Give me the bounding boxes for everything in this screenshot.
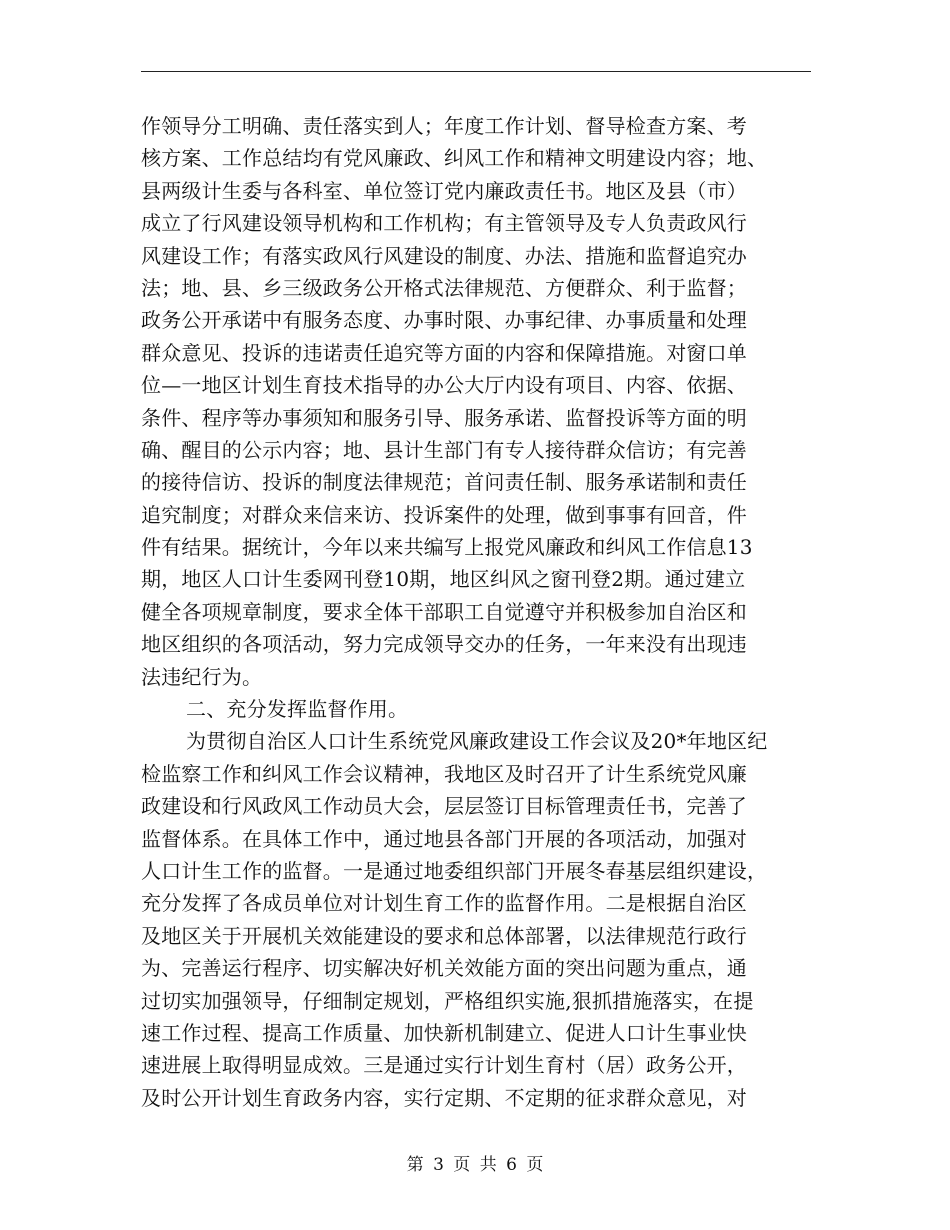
- body-line: 为、完善运行程序、切实解决好机关效能方面的突出问题为重点，通: [141, 956, 747, 981]
- body-line: 及时公开计划生育政务内容，实行定期、不定期的征求群众意见，对: [141, 1085, 747, 1110]
- body-line: 的接待信访、投诉的制度法律规范；首问责任制、服务承诺制和责任: [141, 470, 747, 495]
- body-line: 期，地区人口计生委网刊登10期，地区纠风之窗刊登2期。通过建立: [141, 567, 746, 592]
- body-line: 及地区关于开展机关效能建设的要求和总体部署，以法律规范行政行: [141, 923, 747, 948]
- body-line: 人口计生工作的监督。一是通过地委组织部门开展冬春基层组织建设，: [141, 858, 768, 883]
- body-line: 健全各项规章制度，要求全体干部职工自觉遵守并积极参加自治区和: [141, 599, 747, 624]
- body-line: 政建设和行风政风工作动员大会，层层签订目标管理责任书，完善了: [141, 794, 747, 819]
- body-line: 速工作过程、提高工作质量、加快新机制建立、促进人口计生事业快: [141, 1020, 747, 1045]
- body-line: 检监察工作和纠风工作会议精神，我地区及时召开了计生系统党风廉: [141, 761, 747, 786]
- body-line: 风建设工作；有落实政风行风建设的制度、办法、措施和监督追究办: [141, 243, 747, 268]
- document-body: [141, 110, 821, 1114]
- body-line: 地区组织的各项活动，努力完成领导交办的任务，一年来没有出现违: [141, 632, 747, 657]
- body-line: 充分发挥了各成员单位对计划生育工作的监督作用。二是根据自治区: [141, 891, 747, 916]
- section-heading: 二、充分发挥监督作用。: [186, 697, 409, 722]
- body-line: 过切实加强领导，仔细制定规划，严格组织实施,狠抓措施落实，在提: [141, 988, 754, 1013]
- body-line: 成立了行风建设领导机构和工作机构；有主管领导及专人负责政风行: [141, 211, 747, 236]
- body-line: 法违纪行为。: [141, 664, 263, 689]
- body-line: 核方案、工作总结均有党风廉政、纠风工作和精神文明建设内容；地、: [141, 146, 768, 171]
- body-line: 法；地、县、乡三级政务公开格式法律规范、方便群众、利于监督；: [141, 275, 747, 300]
- body-line: 确、醒目的公示内容；地、县计生部门有专人接待群众信访；有完善: [141, 437, 747, 462]
- body-line: 政务公开承诺中有服务态度、办事时限、办事纪律、办事质量和处理: [141, 308, 747, 333]
- body-line: 追究制度；对群众来信来访、投诉案件的处理，做到事事有回音，件: [141, 502, 747, 527]
- page-number: 第 3 页 共 6 页: [406, 1155, 544, 1175]
- body-line: 条件、程序等办事须知和服务引导、服务承诺、监督投诉等方面的明: [141, 405, 747, 430]
- body-line: 作领导分工明确、责任落实到人；年度工作计划、督导检查方案、考: [141, 114, 747, 138]
- body-line: 位—一地区计划生育技术指导的办公大厅内设有项目、内容、依据、: [141, 373, 747, 398]
- body-line: 件有结果。据统计，今年以来共编写上报党风廉政和纠风工作信息13: [141, 535, 753, 560]
- body-line: 为贯彻自治区人口计生系统党风廉政建设工作会议及20*年地区纪: [186, 729, 768, 754]
- header-rule: [141, 71, 811, 72]
- body-line: 速进展上取得明显成效。三是通过实行计划生育村（居）政务公开，: [141, 1053, 747, 1078]
- body-line: 监督体系。在具体工作中，通过地县各部门开展的各项活动，加强对: [141, 826, 747, 851]
- body-line: 群众意见、投诉的违诺责任追究等方面的内容和保障措施。对窗口单: [141, 340, 747, 365]
- body-line: 县两级计生委与各科室、单位签订党内廉政责任书。地区及县（市）: [141, 178, 747, 203]
